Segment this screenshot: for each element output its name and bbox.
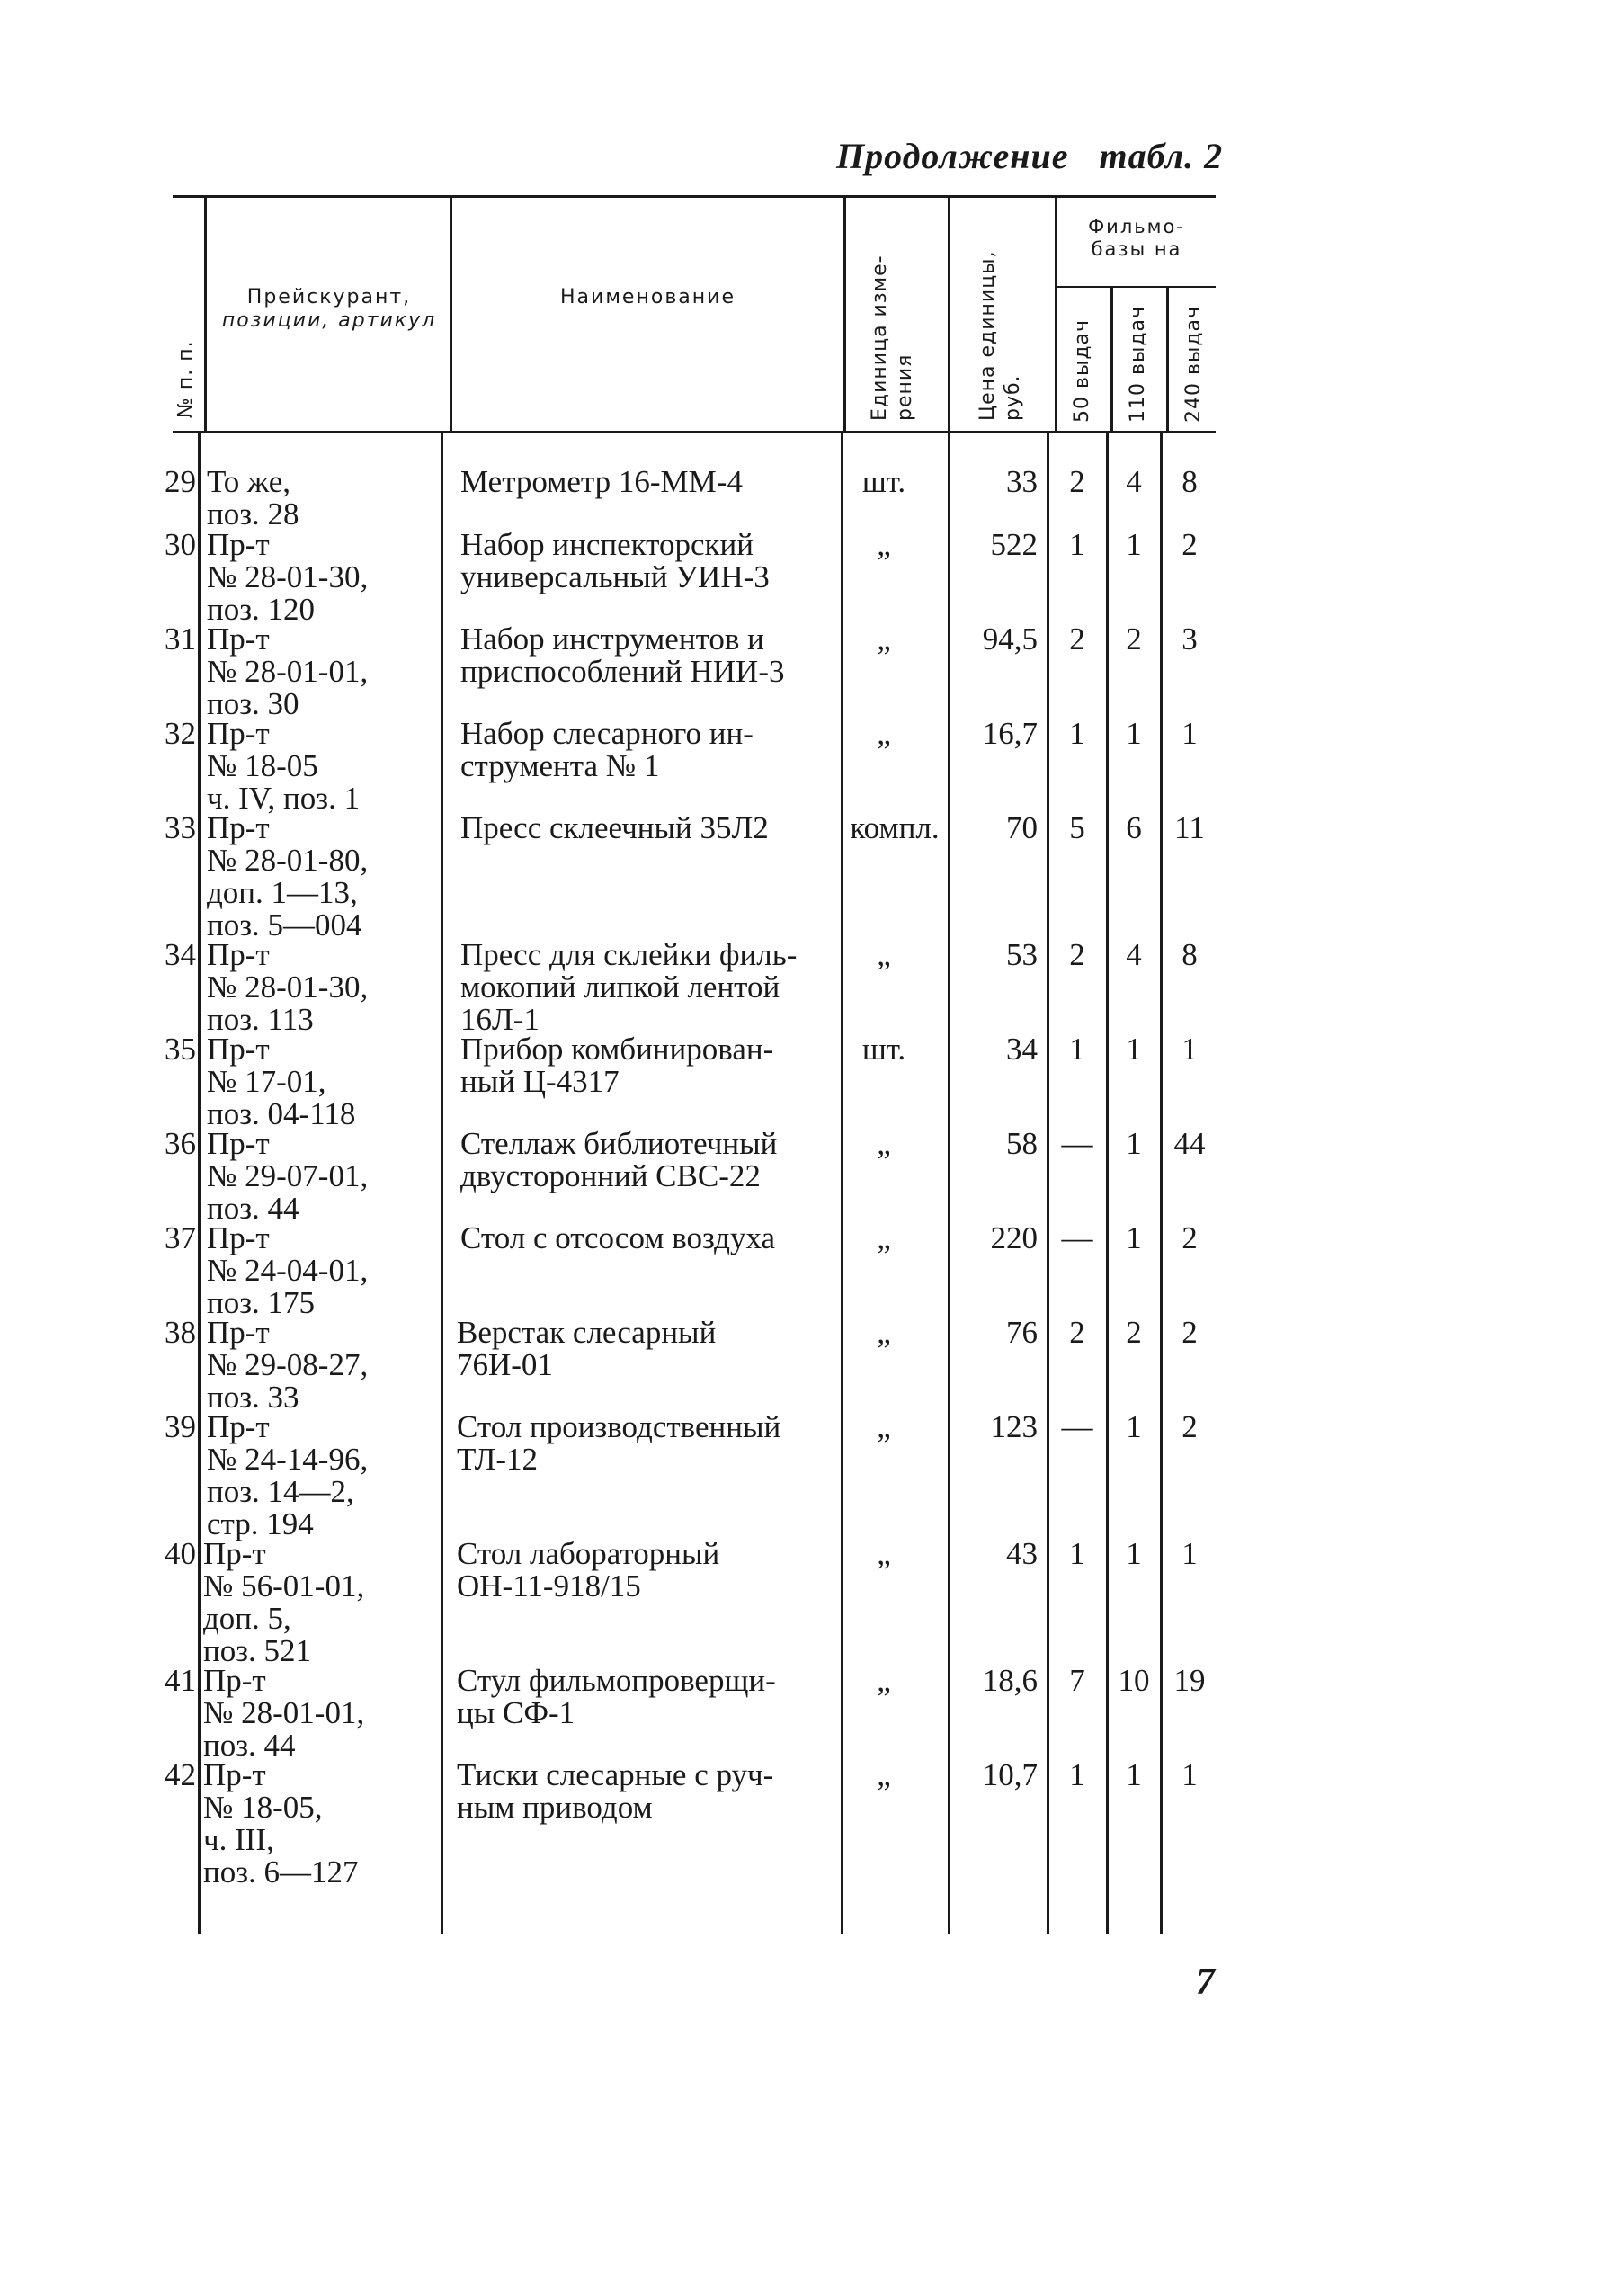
row-ref-line: поз. 521 bbox=[203, 1633, 312, 1668]
row-qty-50: 2 bbox=[1069, 464, 1085, 499]
row-ref-line: № 28-01-30, bbox=[207, 969, 369, 1005]
row-qty-50: 1 bbox=[1069, 1032, 1085, 1067]
row-qty-50: 2 bbox=[1069, 1315, 1085, 1350]
header-price bbox=[976, 250, 1025, 421]
row-ref-line: ч. III, bbox=[203, 1822, 274, 1857]
row-number: 41 bbox=[165, 1663, 196, 1698]
row-price-list-ref bbox=[203, 1665, 435, 1762]
row-item-name bbox=[460, 812, 838, 844]
row-number: 37 bbox=[165, 1220, 196, 1255]
header-divider bbox=[450, 198, 452, 431]
row-ref-line: поз. 28 bbox=[207, 496, 299, 532]
row-unit: „ bbox=[877, 1315, 891, 1350]
row-ref-line: поз. 5—004 bbox=[207, 907, 362, 943]
caption-table-ref: табл. 2 bbox=[1099, 136, 1224, 176]
row-number: 39 bbox=[165, 1409, 196, 1444]
row-qty-110: 10 bbox=[1118, 1663, 1150, 1698]
row-name-line: Набор инспекторский bbox=[460, 527, 754, 562]
row-ref-line: № 29-07-01, bbox=[207, 1158, 369, 1193]
row-name-line: мокопий липкой лентой bbox=[460, 969, 780, 1005]
row-name-line: двусторонний СВС-22 bbox=[460, 1158, 761, 1193]
header-price-line: руб. bbox=[1001, 374, 1024, 421]
row-item-name bbox=[460, 623, 838, 688]
row-name-line: Прибор комбинирован- bbox=[460, 1032, 774, 1067]
row-ref-line: Пр-т bbox=[207, 1126, 270, 1161]
row-qty-240: 1 bbox=[1182, 1032, 1198, 1067]
row-number: 33 bbox=[165, 810, 196, 845]
row-qty-240: 8 bbox=[1182, 464, 1198, 499]
row-name-line: ным приводом bbox=[457, 1790, 653, 1825]
row-number: 29 bbox=[165, 464, 196, 499]
row-ref-line: Пр-т bbox=[207, 810, 270, 845]
row-name-line: Метрометр 16-ММ-4 bbox=[460, 464, 743, 499]
row-ref-line: Пр-т bbox=[207, 716, 270, 751]
header-divider bbox=[843, 198, 846, 431]
row-item-name bbox=[457, 1317, 834, 1381]
row-number: 35 bbox=[165, 1032, 196, 1067]
row-number: 40 bbox=[165, 1536, 196, 1571]
row-number: 31 bbox=[165, 621, 196, 657]
row-ref-line: То же, bbox=[207, 464, 291, 499]
row-name-line: Верстак слесарный bbox=[457, 1315, 717, 1350]
row-ref-line: поз. 33 bbox=[207, 1380, 299, 1415]
row-unit: „ bbox=[877, 1663, 891, 1698]
row-price-list-ref bbox=[207, 1222, 439, 1319]
row-unit-price: 76 bbox=[1006, 1315, 1038, 1350]
row-name-line: Пресс для склейки филь- bbox=[460, 937, 798, 972]
header-price-list bbox=[209, 286, 450, 334]
row-price-list-ref bbox=[207, 1128, 439, 1225]
row-price-list-ref bbox=[207, 1317, 439, 1414]
row-unit: компл. bbox=[850, 810, 940, 845]
row-qty-110: 1 bbox=[1126, 1126, 1142, 1161]
row-qty-50: 2 bbox=[1069, 621, 1085, 657]
row-unit-price: 58 bbox=[1006, 1126, 1038, 1161]
row-ref-line: № 28-01-01, bbox=[207, 654, 369, 689]
row-item-name bbox=[460, 1222, 838, 1255]
header-divider bbox=[1166, 288, 1169, 431]
row-name-line: Тиски слесарные с руч- bbox=[457, 1757, 774, 1792]
caption-continuation: Продолжение bbox=[836, 136, 1069, 176]
header-240-issues: 240 выдач bbox=[1182, 305, 1205, 423]
header-films-group-line: Фильмо- bbox=[1088, 216, 1185, 237]
row-price-list-ref bbox=[207, 1033, 439, 1130]
row-price-list-ref bbox=[207, 1411, 439, 1541]
row-item-name bbox=[460, 718, 838, 782]
row-number: 42 bbox=[165, 1757, 196, 1792]
row-ref-line: поз. 113 bbox=[207, 1002, 314, 1037]
row-ref-line: Пр-т bbox=[207, 621, 270, 657]
row-unit: шт. bbox=[861, 464, 906, 499]
row-qty-50: — bbox=[1061, 1409, 1093, 1444]
header-films-group-line: базы на bbox=[1091, 238, 1182, 261]
row-qty-50: 1 bbox=[1069, 716, 1085, 751]
row-unit-price: 94,5 bbox=[982, 621, 1038, 657]
row-qty-110: 1 bbox=[1126, 1536, 1142, 1571]
row-unit-price: 522 bbox=[990, 527, 1038, 562]
row-ref-line: № 18-05, bbox=[203, 1790, 323, 1825]
row-ref-line: поз. 44 bbox=[203, 1728, 296, 1763]
row-qty-50: — bbox=[1061, 1126, 1093, 1161]
row-unit-price: 10,7 bbox=[982, 1757, 1038, 1792]
body-divider bbox=[841, 433, 843, 1934]
row-qty-240: 8 bbox=[1182, 937, 1198, 972]
row-ref-line: ч. IV, поз. 1 bbox=[207, 781, 361, 816]
row-qty-240: 1 bbox=[1182, 716, 1198, 751]
header-unit-line: Единица изме- bbox=[869, 255, 891, 421]
row-qty-240: 1 bbox=[1182, 1757, 1198, 1792]
row-number: 34 bbox=[165, 937, 196, 972]
row-qty-240: 1 bbox=[1182, 1536, 1198, 1571]
row-price-list-ref bbox=[207, 623, 439, 720]
row-qty-240: 44 bbox=[1173, 1126, 1206, 1161]
header-unit bbox=[868, 255, 917, 421]
row-unit-price: 34 bbox=[1006, 1032, 1038, 1067]
row-number: 30 bbox=[165, 527, 196, 562]
row-ref-line: № 28-01-01, bbox=[203, 1695, 365, 1730]
table-caption bbox=[836, 135, 1223, 177]
row-number: 38 bbox=[165, 1315, 196, 1350]
row-unit: „ bbox=[877, 1409, 891, 1444]
header-num: № п. п. bbox=[174, 340, 197, 418]
row-name-line: Набор инструментов и bbox=[460, 621, 764, 657]
body-divider bbox=[198, 433, 201, 1934]
row-ref-line: Пр-т bbox=[207, 527, 270, 562]
row-ref-line: поз. 120 bbox=[207, 592, 316, 627]
table-top-rule bbox=[173, 195, 1216, 198]
row-ref-line: № 17-01, bbox=[207, 1064, 326, 1099]
row-qty-110: 1 bbox=[1126, 1032, 1142, 1067]
row-number: 36 bbox=[165, 1126, 196, 1161]
row-qty-110: 2 bbox=[1126, 1315, 1142, 1350]
row-item-name bbox=[460, 1128, 838, 1193]
header-divider bbox=[1110, 288, 1113, 431]
row-ref-line: поз. 14—2, bbox=[207, 1474, 354, 1509]
row-qty-110: 1 bbox=[1126, 527, 1142, 562]
row-unit-price: 33 bbox=[1006, 464, 1038, 499]
row-unit-price: 18,6 bbox=[982, 1663, 1038, 1698]
row-name-line: ТЛ-12 bbox=[457, 1442, 539, 1477]
header-price-list-line: Прейскурант, bbox=[246, 286, 412, 308]
row-qty-110: 2 bbox=[1126, 621, 1142, 657]
body-divider bbox=[1106, 433, 1109, 1934]
row-ref-line: № 29-08-27, bbox=[207, 1347, 369, 1382]
body-divider bbox=[441, 433, 443, 1934]
row-item-name bbox=[457, 1538, 834, 1603]
row-qty-240: 2 bbox=[1182, 1315, 1198, 1350]
row-ref-line: доп. 1—13, bbox=[207, 875, 358, 910]
row-name-line: Стул фильмопроверщи- bbox=[457, 1663, 776, 1698]
row-name-line: ОН-11-918/15 bbox=[457, 1568, 641, 1604]
row-qty-110: 6 bbox=[1126, 810, 1142, 845]
header-divider bbox=[204, 198, 207, 431]
row-ref-line: Пр-т bbox=[207, 1315, 270, 1350]
row-unit-price: 53 bbox=[1006, 937, 1038, 972]
row-unit: „ bbox=[877, 937, 891, 972]
row-ref-line: № 28-01-30, bbox=[207, 559, 369, 594]
row-qty-240: 19 bbox=[1173, 1663, 1206, 1698]
row-item-name bbox=[460, 529, 838, 594]
row-qty-50: 7 bbox=[1069, 1663, 1085, 1698]
films-group-rule bbox=[1057, 286, 1216, 288]
row-unit-price: 123 bbox=[990, 1409, 1038, 1444]
header-divider bbox=[948, 198, 950, 431]
row-unit: „ bbox=[877, 1220, 891, 1255]
row-price-list-ref bbox=[203, 1538, 435, 1667]
row-item-name bbox=[457, 1665, 838, 1729]
row-qty-110: 4 bbox=[1126, 464, 1142, 499]
row-unit-price: 220 bbox=[990, 1220, 1038, 1255]
row-name-line: Стол лабораторный bbox=[457, 1536, 720, 1571]
row-qty-50: 1 bbox=[1069, 1757, 1085, 1792]
row-price-list-ref bbox=[207, 529, 439, 626]
row-ref-line: поз. 30 bbox=[207, 686, 299, 721]
row-qty-240: 11 bbox=[1174, 810, 1205, 845]
body-divider bbox=[1160, 433, 1163, 1934]
row-ref-line: поз. 44 bbox=[207, 1191, 299, 1226]
row-name-line: Стол производственный bbox=[457, 1409, 781, 1444]
row-ref-line: № 24-04-01, bbox=[207, 1253, 369, 1288]
row-price-list-ref bbox=[207, 812, 439, 942]
row-item-name bbox=[460, 466, 838, 498]
row-ref-line: № 56-01-01, bbox=[203, 1568, 365, 1604]
row-price-list-ref bbox=[207, 939, 439, 1036]
row-unit: „ bbox=[877, 716, 891, 751]
header-films-group bbox=[1057, 216, 1216, 261]
row-name-line: ный Ц-4317 bbox=[460, 1064, 620, 1099]
row-name-line: Пресс склеечный 35Л2 bbox=[460, 810, 769, 845]
header-price-list-line: позиции, артикул bbox=[221, 309, 437, 333]
body-divider bbox=[948, 433, 950, 1934]
row-name-line: 76И-01 bbox=[457, 1347, 553, 1382]
row-name-line: цы СФ-1 bbox=[457, 1695, 575, 1730]
row-ref-line: Пр-т bbox=[207, 1032, 270, 1067]
row-unit: „ bbox=[877, 1757, 891, 1792]
row-qty-240: 2 bbox=[1182, 527, 1198, 562]
row-unit-price: 70 bbox=[1006, 810, 1038, 845]
row-item-name bbox=[460, 1033, 838, 1098]
row-name-line: универсальный УИН-3 bbox=[460, 559, 770, 594]
row-ref-line: Пр-т bbox=[207, 1220, 270, 1255]
row-item-name bbox=[460, 939, 838, 1036]
header-110-issues: 110 выдач bbox=[1127, 305, 1149, 423]
row-price-list-ref bbox=[207, 718, 439, 815]
header-50-issues: 50 выдач bbox=[1071, 318, 1093, 423]
row-name-line: Набор слесарного ин- bbox=[460, 716, 754, 751]
row-unit: „ bbox=[877, 621, 891, 657]
row-qty-50: 5 bbox=[1069, 810, 1085, 845]
row-name-line: струмента № 1 bbox=[460, 748, 660, 783]
row-unit: шт. bbox=[861, 1032, 906, 1067]
row-price-list-ref bbox=[203, 1759, 435, 1889]
row-ref-line: Пр-т bbox=[203, 1663, 266, 1698]
row-qty-240: 3 bbox=[1182, 621, 1198, 657]
row-ref-line: Пр-т bbox=[207, 1409, 270, 1444]
body-divider bbox=[1047, 433, 1049, 1934]
row-name-line: 16Л-1 bbox=[460, 1002, 540, 1037]
row-qty-50: 2 bbox=[1069, 937, 1085, 972]
row-number: 32 bbox=[165, 716, 196, 751]
row-unit: „ bbox=[877, 1126, 891, 1161]
row-ref-line: поз. 04-118 bbox=[207, 1096, 356, 1131]
header-price-line: Цена единицы, bbox=[976, 250, 999, 421]
row-name-line: Стол с отсосом воздуха bbox=[460, 1220, 776, 1255]
header-name: Наименование bbox=[560, 286, 736, 308]
row-ref-line: поз. 6—127 bbox=[203, 1854, 359, 1890]
row-unit-price: 43 bbox=[1006, 1536, 1038, 1571]
row-item-name bbox=[457, 1411, 838, 1476]
row-qty-110: 1 bbox=[1126, 1757, 1142, 1792]
row-ref-line: № 18-05 bbox=[207, 748, 318, 783]
row-ref-line: поз. 175 bbox=[207, 1285, 316, 1320]
row-qty-240: 2 bbox=[1182, 1220, 1198, 1255]
row-ref-line: Пр-т bbox=[207, 937, 270, 972]
row-qty-110: 1 bbox=[1126, 1220, 1142, 1255]
row-qty-110: 4 bbox=[1126, 937, 1142, 972]
row-ref-line: Пр-т bbox=[203, 1536, 266, 1571]
header-unit-line: рения bbox=[893, 353, 916, 421]
row-qty-240: 2 bbox=[1182, 1409, 1198, 1444]
row-name-line: приспособлений НИИ-3 bbox=[460, 654, 785, 689]
row-unit: „ bbox=[877, 1536, 891, 1571]
row-unit-price: 16,7 bbox=[982, 716, 1038, 751]
row-unit: „ bbox=[877, 527, 891, 562]
row-qty-50: 1 bbox=[1069, 527, 1085, 562]
row-qty-50: — bbox=[1061, 1220, 1093, 1255]
header-bottom-rule bbox=[173, 431, 1216, 433]
row-ref-line: стр. 194 bbox=[207, 1506, 314, 1541]
row-ref-line: доп. 5, bbox=[203, 1601, 291, 1636]
row-name-line: Стеллаж библиотечный bbox=[460, 1126, 778, 1161]
page-number: 7 bbox=[1196, 1961, 1215, 2003]
row-qty-110: 1 bbox=[1126, 716, 1142, 751]
row-qty-110: 1 bbox=[1126, 1409, 1142, 1444]
row-qty-50: 1 bbox=[1069, 1536, 1085, 1571]
row-ref-line: Пр-т bbox=[203, 1757, 266, 1792]
row-ref-line: № 28-01-80, bbox=[207, 843, 369, 878]
row-ref-line: № 24-14-96, bbox=[207, 1442, 369, 1477]
row-item-name bbox=[457, 1759, 838, 1824]
row-price-list-ref bbox=[207, 466, 439, 531]
